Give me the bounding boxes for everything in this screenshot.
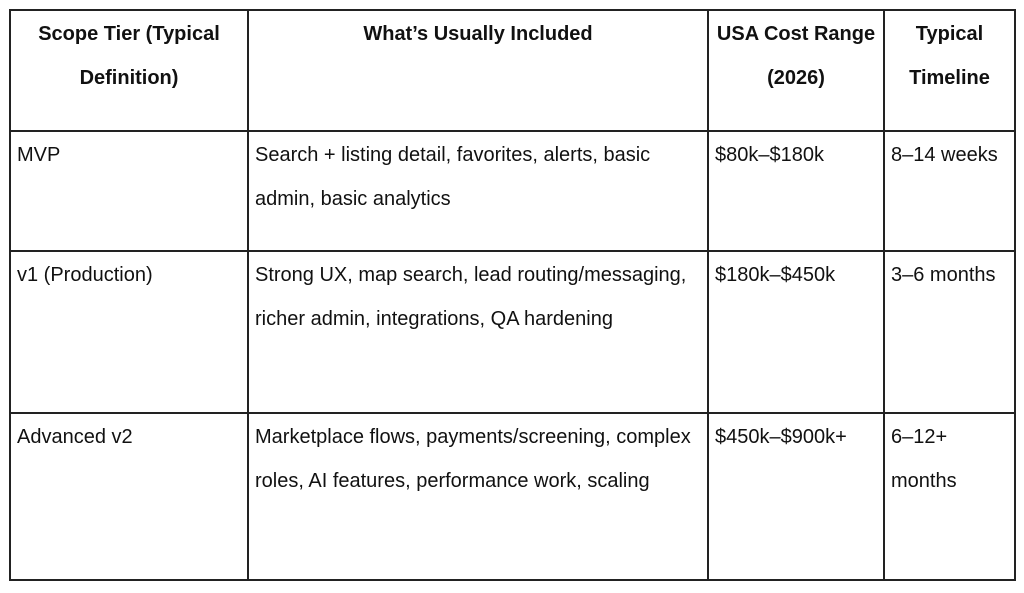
cell-timeline: 6–12+ months (884, 413, 1015, 580)
cell-included: Marketplace flows, payments/screening, complex roles, AI features, performance work, scaling (248, 413, 708, 580)
cell-included: Strong UX, map search, lead routing/messaging, richer admin, integrations, QA hardening (248, 251, 708, 413)
table-row (10, 131, 1015, 251)
header-scope-tier: Scope Tier (Typical Definition) (10, 10, 248, 131)
header-timeline: Typical Timeline (884, 10, 1015, 131)
cell-included: Search + listing detail, favorites, alerts, basic admin, basic analytics (248, 131, 708, 251)
cell-tier: MVP (10, 131, 248, 251)
header-cost: USA Cost Range (2026) (708, 10, 884, 131)
cell-timeline: 8–14 weeks (884, 131, 1015, 251)
cell-timeline: 3–6 months (884, 251, 1015, 413)
cell-cost: $80k–$180k (708, 131, 884, 251)
cell-cost: $180k–$450k (708, 251, 884, 413)
cell-cost: $450k–$900k+ (708, 413, 884, 580)
table-row (10, 251, 1015, 413)
table-header-row (10, 10, 1015, 131)
header-included: What’s Usually Included (248, 10, 708, 131)
table-row (10, 413, 1015, 580)
cell-tier: v1 (Production) (10, 251, 248, 413)
scope-cost-table (9, 9, 1016, 581)
cell-tier: Advanced v2 (10, 413, 248, 580)
